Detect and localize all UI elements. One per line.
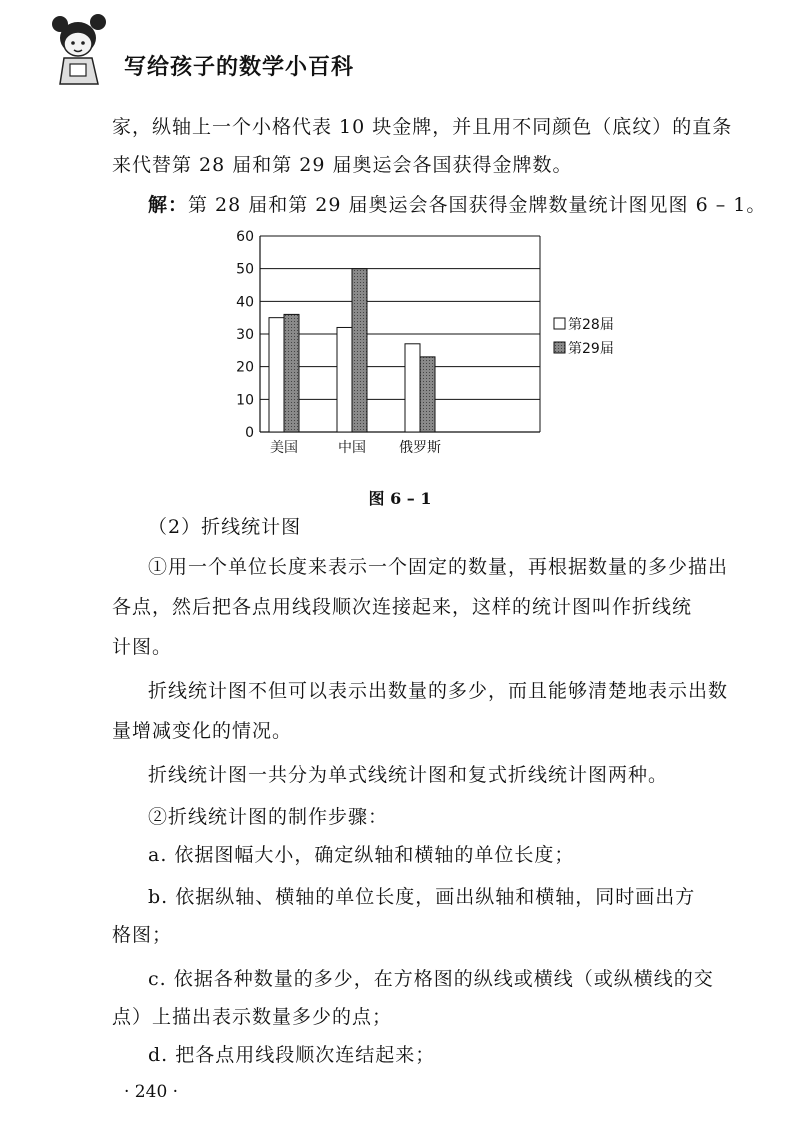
step-item: b. 依据纵轴、横轴的单位长度，画出纵轴和横轴，同时画出方	[148, 886, 696, 908]
legend-label: 第29届	[568, 341, 614, 357]
x-category-label: 中国	[338, 440, 366, 456]
bar-第28届-俄罗斯	[405, 344, 420, 432]
step-item: 格图；	[112, 924, 173, 946]
solution-paragraph	[148, 186, 768, 224]
paragraph-line: 各点，然后把各点用线段顺次连接起来，这样的统计图叫作折线统	[112, 596, 693, 618]
legend-swatch	[554, 342, 565, 353]
step-item: a. 依据图幅大小，确定纵轴和横轴的单位长度；	[148, 844, 575, 866]
x-category-label: 俄罗斯	[399, 440, 441, 456]
paragraph-line: 折线统计图不但可以表示出数量的多少，而且能够清楚地表示出数	[148, 680, 729, 702]
solution-label: 解：	[148, 194, 189, 216]
bar-第28届-中国	[337, 327, 352, 432]
y-tick-label: 20	[236, 359, 254, 376]
y-tick-label: 60	[236, 229, 254, 245]
y-tick-label: 0	[245, 425, 254, 441]
y-tick-label: 30	[236, 327, 254, 343]
figure-caption: 图 6 – 1	[368, 489, 432, 508]
paragraph-line: 量增减变化的情况。	[112, 720, 293, 742]
paragraph-line: 家，纵轴上一个小格代表 10 块金牌，并且用不同颜色（底纹）的直条	[112, 116, 733, 138]
step-item: 点）上描出表示数量多少的点；	[112, 1006, 393, 1028]
section-heading: （2）折线统计图	[148, 516, 302, 538]
legend-swatch	[554, 318, 565, 329]
paragraph-line: 折线统计图一共分为单式线统计图和复式折线统计图两种。	[148, 764, 669, 786]
y-tick-label: 10	[236, 392, 254, 409]
paragraph-line: ②折线统计图的制作步骤：	[148, 806, 389, 828]
book-title: 写给孩子的数学小百科	[124, 55, 355, 80]
paragraph-line: ①用一个单位长度来表示一个固定的数量，再根据数量的多少描出	[148, 556, 729, 578]
x-category-label: 美国	[270, 440, 298, 456]
gold-medal-bar-chart	[228, 222, 658, 474]
y-tick-label: 50	[236, 261, 254, 278]
solution-text: 第 28 届和第 29 届奥运会各国获得金牌数量统计图见图 6 – 1。	[188, 194, 767, 216]
paragraph-line: 计图。	[112, 636, 173, 658]
step-item: d. 把各点用线段顺次连结起来；	[148, 1044, 436, 1066]
paragraph-line: 来代替第 28 届和第 29 届奥运会各国获得金牌数。	[112, 154, 573, 176]
bar-第29届-美国	[284, 314, 299, 432]
bar-第29届-俄罗斯	[420, 357, 435, 432]
bar-第28届-美国	[269, 318, 284, 432]
y-tick-label: 40	[236, 294, 254, 311]
bar-第29届-中国	[352, 269, 367, 432]
legend-label: 第28届	[568, 317, 614, 333]
girl-mascot-icon	[40, 10, 120, 90]
page-header	[40, 10, 400, 90]
page-number: · 240 ·	[124, 1082, 179, 1102]
step-item: c. 依据各种数量的多少，在方格图的纵线或横线（或纵横线的交	[148, 968, 714, 990]
